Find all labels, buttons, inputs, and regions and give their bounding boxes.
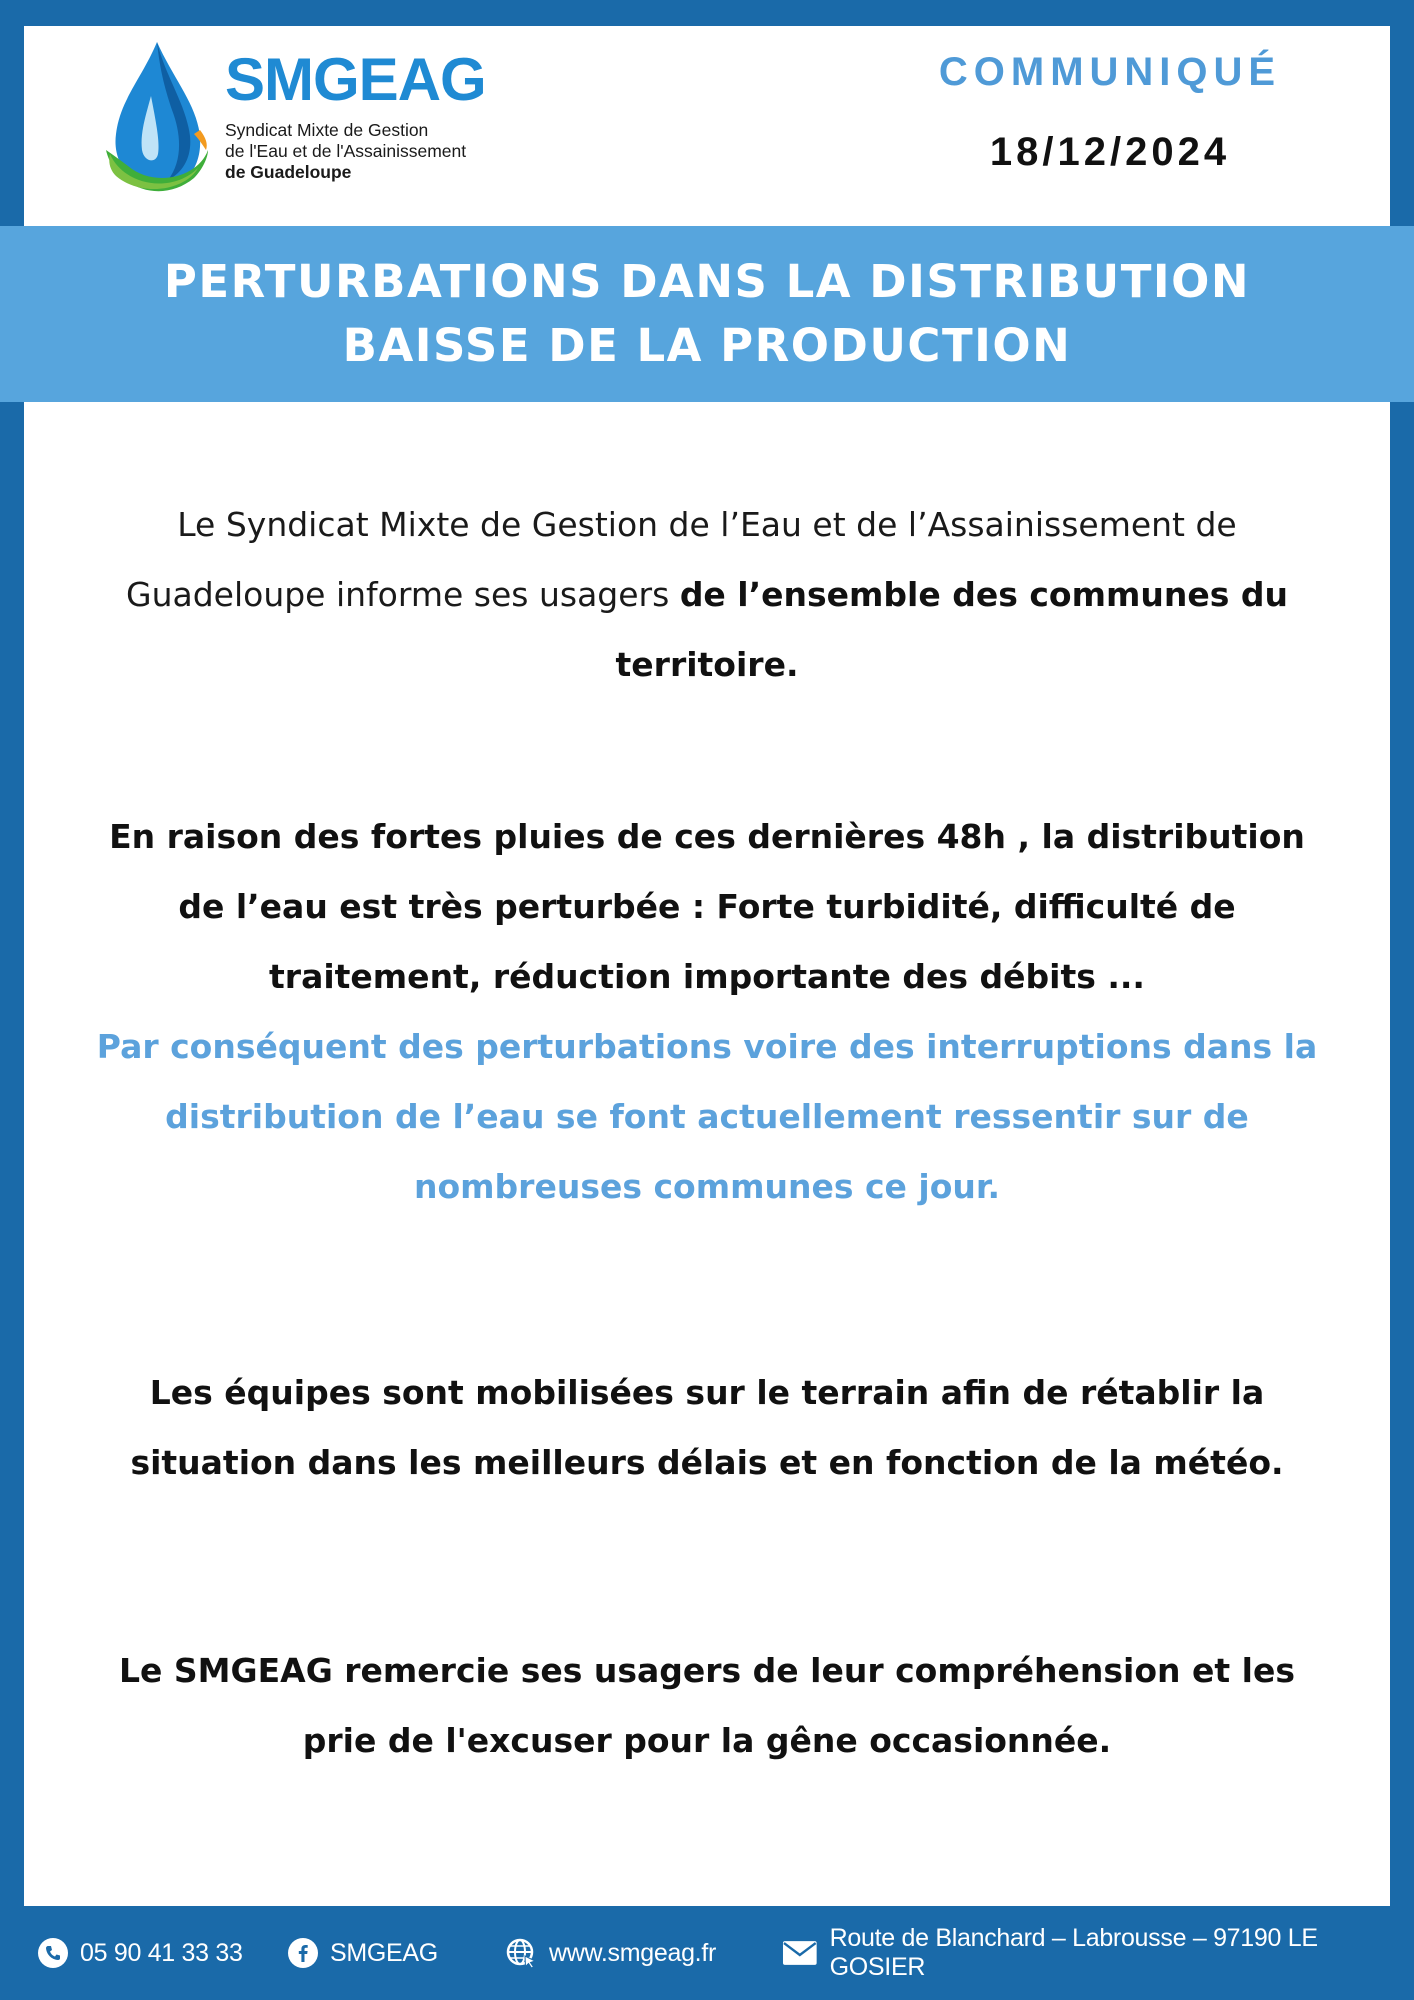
intro-paragraph [90, 490, 1324, 700]
title-banner [0, 226, 1414, 402]
brand-subtitle-line-1: Syndicat Mixte de Gestion [225, 120, 429, 140]
footer-phone-text: 05 90 41 33 33 [80, 1938, 243, 1967]
communique-label: COMMUNIQUÉ [938, 50, 1282, 94]
brand-subtitle-line-3: de Guadeloupe [225, 162, 352, 182]
water-drop-logo-icon [102, 38, 212, 196]
title-line-1: PERTURBATIONS DANS LA DISTRIBUTION [163, 255, 1251, 308]
footer-address-text: Route de Blanchard – Labrousse – 97190 LE GOSIER [829, 1924, 1318, 1981]
globe-icon [505, 1937, 537, 1969]
thanks-paragraph: Le SMGEAG remercie ses usagers de leur compréhension et les prie de l'excuser pour la gêne occasionnée. [119, 1651, 1295, 1760]
title-line-2: BAISSE DE LA PRODUCTION [342, 319, 1072, 372]
brand-subtitle-line-2: de l'Eau et de l'Assainissement [225, 141, 467, 161]
situation-highlight: Par conséquent des perturbations voire des interruptions dans la distribution de l’eau se font actuellement ressentir sur de nombreuses communes ce jour. [96, 1027, 1318, 1206]
footer-contact-bar [0, 1906, 1414, 2000]
brand-subtitle [225, 120, 525, 183]
footer-facebook-text: SMGEAG [330, 1938, 438, 1967]
footer-facebook[interactable] [288, 1906, 438, 2000]
intro-text: Le Syndicat Mixte de Gestion de l’Eau et de l’Assainissement de Guadeloupe informe ses usagers [126, 505, 1237, 614]
footer-address [782, 1906, 1414, 2000]
brand-name: SMGEAG [225, 46, 486, 113]
facebook-icon [288, 1938, 318, 1968]
situation-text: En raison des fortes pluies de ces dernières 48h , la distribution de l’eau est très perturbée : Forte turbidité, difficulté de traitement, réduction importante des débits ... [109, 817, 1305, 996]
footer-phone[interactable] [38, 1906, 243, 2000]
footer-website-text: www.smgeag.fr [549, 1938, 716, 1967]
intro-highlight: de l’ensemble des communes du territoire. [615, 575, 1288, 684]
footer-website[interactable] [505, 1906, 716, 2000]
phone-icon [38, 1938, 68, 1968]
communique-date: 18/12/2024 [989, 130, 1231, 174]
teams-paragraph: Les équipes sont mobilisées sur le terrain afin de rétablir la situation dans les meilleurs délais et en fonction de la météo. [130, 1373, 1284, 1482]
situation-paragraph [90, 802, 1324, 1222]
mail-icon [782, 1940, 818, 1966]
